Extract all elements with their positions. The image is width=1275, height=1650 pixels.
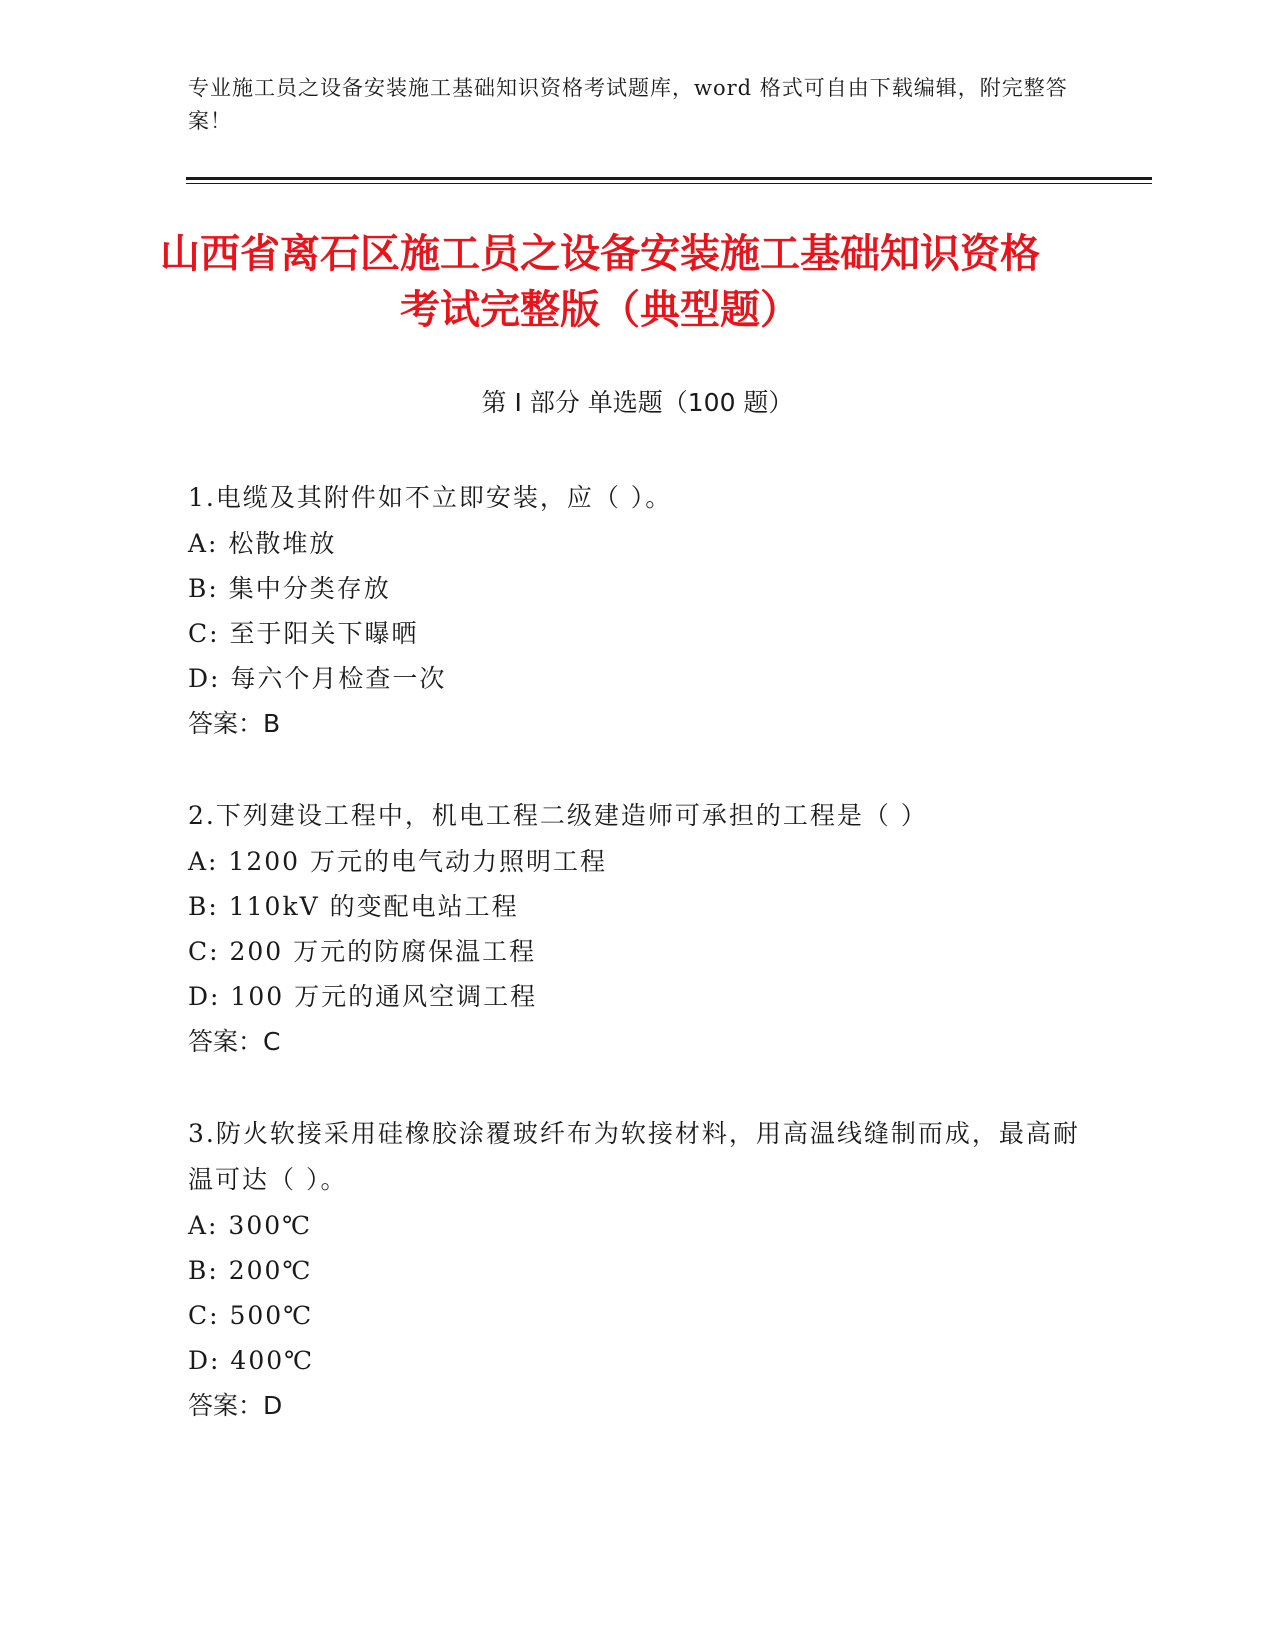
header-divider-thick <box>186 177 1152 180</box>
document-title: 山西省离石区施工员之设备安装施工基础知识资格考试完整版（典型题） <box>160 231 1040 333</box>
question-2 <box>188 793 1088 1065</box>
question-list <box>188 475 1088 1475</box>
section-title: 第 I 部分 单选题（100 题） <box>481 388 794 417</box>
option-b[interactable]: B: 110kV 的变配电站工程 <box>188 892 519 921</box>
question-3 <box>188 1111 1088 1429</box>
question-text: 3.防火软接采用硅橡胶涂覆玻纤布为软接材料，用高温线缝制而成，最高耐温可达（ ）。 <box>188 1119 1080 1194</box>
option-d[interactable]: D: 每六个月检查一次 <box>188 664 447 693</box>
header-divider-thin <box>186 183 1152 184</box>
answer-line: 答案：B <box>188 709 281 738</box>
option-a[interactable]: A: 300℃ <box>188 1211 313 1240</box>
option-d[interactable]: D: 100 万元的通风空调工程 <box>188 982 538 1011</box>
question-1 <box>188 475 1088 747</box>
header-note: 专业施工员之设备安装施工基础知识资格考试题库，word 格式可自由下载编辑，附完整答案！ <box>188 76 1068 133</box>
option-c[interactable]: C: 200 万元的防腐保温工程 <box>188 937 537 966</box>
option-c[interactable]: C: 至于阳关下曝晒 <box>188 619 419 648</box>
question-text: 2.下列建设工程中，机电工程二级建造师可承担的工程是（ ） <box>188 801 928 830</box>
option-b[interactable]: B: 集中分类存放 <box>188 574 391 603</box>
option-c[interactable]: C: 500℃ <box>188 1301 314 1330</box>
option-d[interactable]: D: 400℃ <box>188 1346 315 1375</box>
question-text: 1.电缆及其附件如不立即安装，应（ ）。 <box>188 483 673 512</box>
option-a[interactable]: A: 1200 万元的电气动力照明工程 <box>188 847 607 876</box>
answer-line: 答案：D <box>188 1391 283 1420</box>
answer-line: 答案：C <box>188 1027 281 1056</box>
option-a[interactable]: A: 松散堆放 <box>188 529 337 558</box>
option-b[interactable]: B: 200℃ <box>188 1256 313 1285</box>
